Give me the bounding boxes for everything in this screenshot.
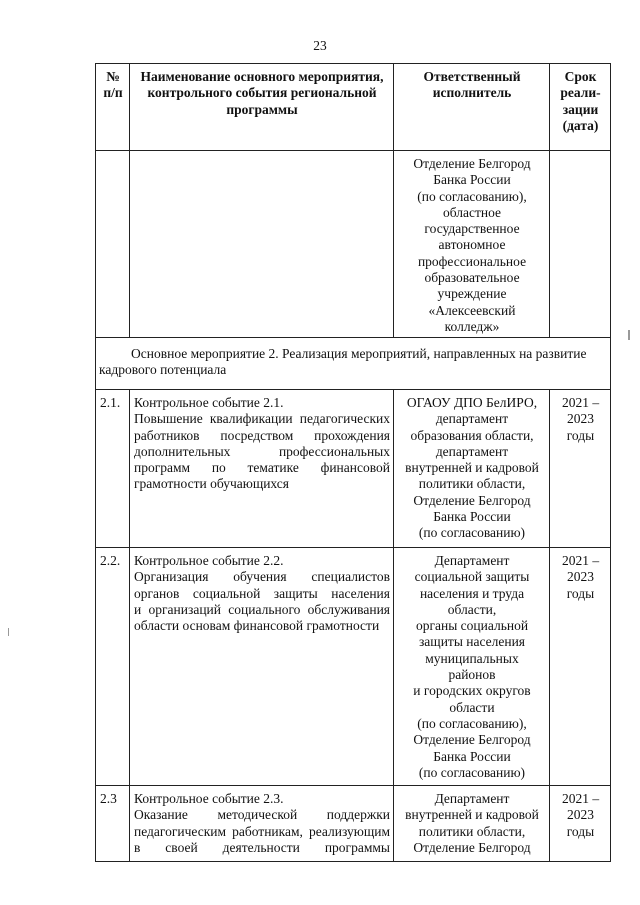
event-desc-line: педагогическим работникам, реализующим	[134, 823, 390, 839]
row-num: 2.3	[96, 786, 130, 861]
responsible-line: образовательное	[424, 270, 520, 286]
row-num: 2.2.	[96, 548, 130, 785]
header-responsible-line: Ответственный	[423, 69, 521, 84]
row-term-cell	[550, 548, 610, 785]
header-name-cell	[130, 64, 394, 150]
event-desc-line: дополнительных профессиональных	[134, 443, 390, 459]
responsible-line: Отделение Белгород	[413, 492, 531, 508]
responsible-line: политики области,	[418, 823, 526, 839]
continuation-responsible-cell	[394, 151, 550, 337]
continuation-num-cell	[96, 151, 130, 337]
responsible-line: (по согласованию)	[418, 525, 526, 541]
term-line: 2021 –	[561, 553, 600, 568]
responsible-line: Департамент	[434, 791, 510, 806]
responsible-line: департамент	[435, 411, 509, 427]
event-title: Контрольное событие 2.1.	[134, 395, 284, 410]
responsible-line: районов	[448, 667, 496, 683]
responsible-line: населения и труда	[419, 585, 525, 601]
header-responsible-cell	[394, 64, 550, 150]
term-line: годы	[566, 585, 595, 601]
responsible-line: Отделение Белгород	[413, 732, 531, 748]
term-line: годы	[566, 823, 595, 839]
responsible-line: образования области,	[410, 427, 534, 443]
continuation-name-cell	[130, 151, 394, 337]
responsible-line: (по согласованию)	[418, 764, 526, 780]
event-desc-line: органов социальной защиты населения	[134, 585, 390, 601]
responsible-line: социальной защиты	[414, 569, 530, 585]
responsible-line: внутренней и кадровой	[405, 460, 539, 476]
row-description-cell	[130, 390, 394, 547]
responsible-line: (по согласованию),	[417, 188, 527, 204]
responsible-line: профессиональное	[417, 253, 527, 269]
event-title: Контрольное событие 2.2.	[134, 553, 284, 568]
header-name-line: Наименование основного мероприятия,	[140, 69, 384, 84]
row-term-cell	[550, 390, 610, 547]
responsible-line: департамент	[435, 443, 509, 459]
table-row	[96, 547, 610, 785]
responsible-line: Отделение Белгород	[413, 839, 531, 855]
header-term-cell	[550, 64, 610, 150]
header-term-line: зации	[562, 101, 599, 117]
row-responsible-cell	[394, 390, 550, 547]
responsible-line: учреждение	[437, 286, 507, 302]
term-line: годы	[566, 427, 595, 443]
responsible-line: органы социальной	[415, 618, 529, 634]
row-num: 2.1.	[96, 390, 130, 547]
responsible-line: областное	[442, 204, 502, 220]
event-desc-line: и организаций социального обслуживания	[134, 601, 390, 617]
header-term-line: Срок	[564, 69, 597, 84]
responsible-line: ОГАОУ ДПО БелИРО,	[406, 395, 538, 410]
event-desc-line: работников посредством прохождения	[134, 427, 390, 443]
row-term-cell	[550, 786, 610, 861]
table-row	[96, 389, 610, 547]
term-line: 2021 –	[561, 791, 600, 806]
row-responsible-cell	[394, 786, 550, 861]
header-term-line: реали-	[560, 85, 601, 101]
section-heading: Основное мероприятие 2. Реализация мероприятий, направленных на развитие кадрового потенциала	[99, 346, 587, 378]
term-line: 2023	[567, 411, 594, 427]
header-term-line: (дата)	[562, 117, 599, 133]
responsible-line: области,	[447, 601, 497, 617]
responsible-line: муниципальных	[425, 650, 519, 666]
responsible-line: области	[449, 699, 495, 715]
scan-mark	[8, 628, 9, 636]
event-desc-line: Оказание методической поддержки	[134, 807, 390, 823]
responsible-line: внутренней и кадровой	[405, 807, 539, 823]
term-line: 2021 –	[561, 395, 600, 410]
event-desc-line: Повышение квалификации педагогических	[134, 411, 390, 427]
table-row	[96, 785, 610, 861]
responsible-line: Отделение Белгород	[413, 156, 531, 171]
row-description-cell	[130, 786, 394, 861]
responsible-line: Банка России	[433, 748, 511, 764]
header-num-cell	[96, 64, 130, 150]
program-table	[95, 63, 611, 862]
responsible-line: политики области,	[418, 476, 526, 492]
responsible-line: (по согласованию),	[417, 715, 527, 731]
scan-mark	[628, 330, 630, 340]
responsible-line: Департамент	[434, 553, 510, 568]
page-number: 23	[313, 38, 327, 53]
row-responsible-cell	[394, 548, 550, 785]
event-title: Контрольное событие 2.3.	[134, 791, 284, 806]
responsible-line: защиты населения	[418, 634, 526, 650]
event-desc-line: программ по тематике финансовой	[134, 460, 390, 476]
event-desc-line: области основам финансовой грамотности	[134, 618, 380, 634]
term-line: 2023	[567, 569, 594, 585]
responsible-line: государственное	[424, 221, 520, 237]
table-header-row	[96, 64, 610, 150]
responsible-line: «Алексеевский	[428, 302, 516, 318]
responsible-line: колледж»	[444, 318, 500, 334]
responsible-line: автономное	[438, 237, 506, 253]
header-name-line: контрольного события региональной	[147, 85, 377, 101]
header-responsible-line: исполнитель	[432, 85, 512, 101]
header-name-line: программы	[226, 101, 298, 117]
responsible-line: Банка России	[433, 509, 511, 525]
continuation-row	[96, 150, 610, 337]
event-desc-line: в своей деятельности программы	[134, 839, 390, 855]
responsible-line: и городских округов	[413, 683, 531, 699]
header-num-line: №	[106, 69, 120, 84]
responsible-line: Банка России	[433, 172, 511, 188]
event-desc-line: Организация обучения специалистов	[134, 569, 390, 585]
header-num-line: п/п	[103, 85, 123, 101]
continuation-term-cell	[550, 151, 610, 337]
section-row	[96, 337, 610, 389]
row-description-cell	[130, 548, 394, 785]
term-line: 2023	[567, 807, 594, 823]
event-desc-line: грамотности обучающихся	[134, 476, 289, 492]
